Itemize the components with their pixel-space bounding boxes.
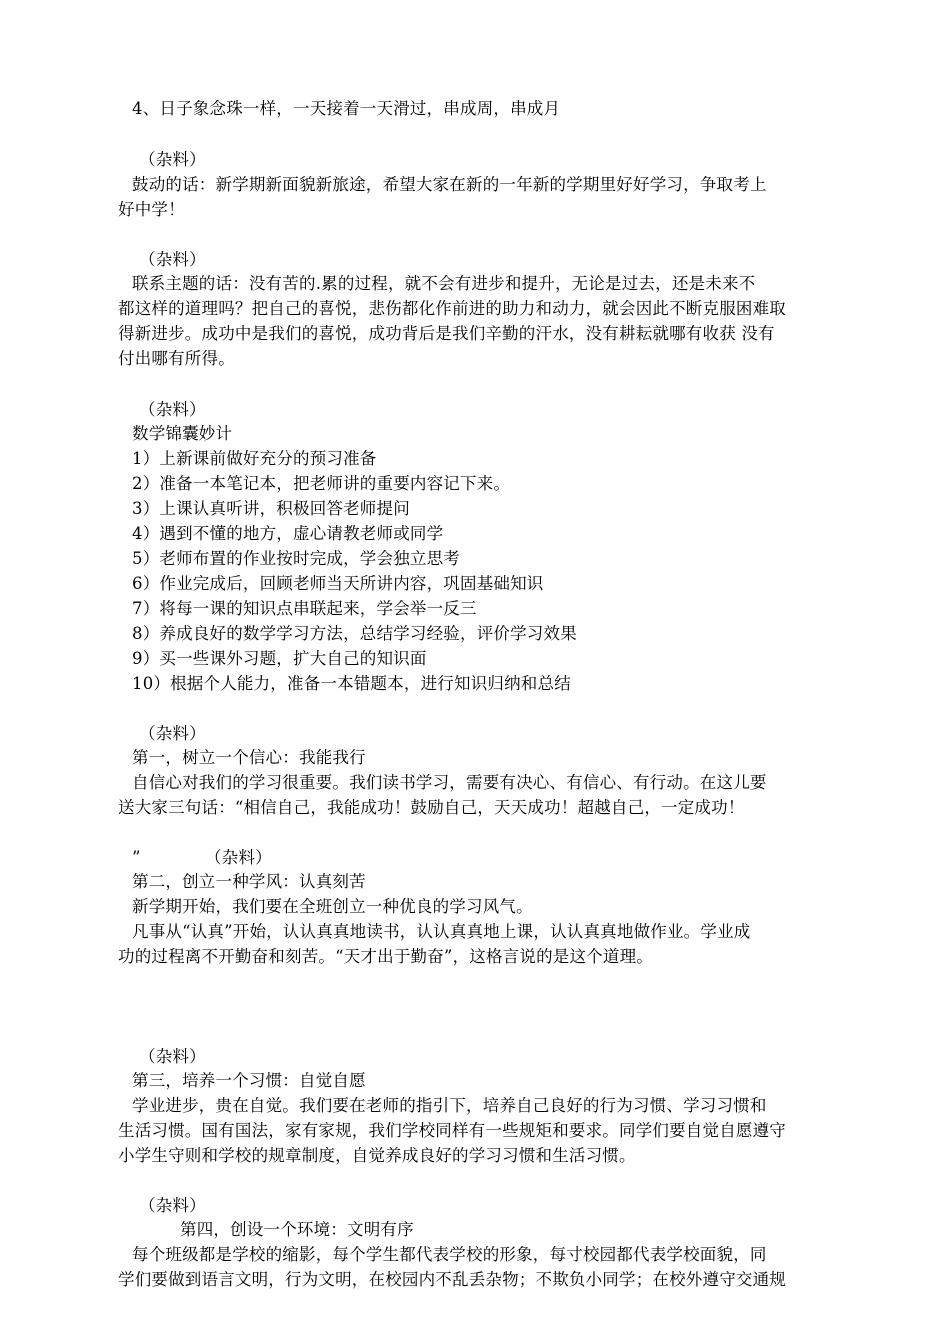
- section-tag: （杂料）: [139, 1047, 206, 1066]
- section-heading: 第二，创立一种学风：认真刻苦: [132, 872, 366, 891]
- paragraph-line: 都这样的道理吗？把自己的喜悦，悲伤都化作前进的助力和动力，就会因此不断克服困难取: [118, 299, 786, 318]
- paragraph-line: 新学期开始，我们要在全班创立一种优良的学习风气。: [132, 897, 533, 916]
- paragraph-line: 得新进步。成功中是我们的喜悦，成功背后是我们辛勤的汗水，没有耕耘就哪有收获 没有: [118, 324, 775, 343]
- section-tag: （杂料）: [139, 250, 206, 269]
- list-item: 7）将每一课的知识点串联起来，学会举一反三: [132, 599, 477, 618]
- list-item: 1）上新课前做好充分的预习准备: [132, 449, 377, 468]
- paragraph-line: 自信心对我们的学习很重要。我们读书学习，需要有决心、有信心、有行动。在这儿要: [132, 773, 767, 792]
- section-tag: （杂料）: [139, 724, 206, 743]
- section-tag: （杂料）: [205, 848, 272, 867]
- section-heading: 第三，培养一个习惯：自觉自愿: [132, 1071, 366, 1090]
- paragraph-line: 好中学！: [118, 200, 185, 219]
- list-item: 2）准备一本笔记本，把老师讲的重要内容记下来。: [132, 474, 511, 493]
- paragraph-line: 付出哪有所得。: [118, 349, 235, 368]
- list-item: 8）养成良好的数学学习方法，总结学习经验，评价学习效果: [132, 624, 577, 643]
- section-tag: （杂料）: [139, 1196, 206, 1215]
- list-item: 5）老师布置的作业按时完成，学会独立思考: [132, 549, 460, 568]
- paragraph-line: 学业进步，贵在自觉。我们要在老师的指引下，培养自己良好的行为习惯、学习习惯和: [132, 1096, 767, 1115]
- paragraph-line: 小学生守则和学校的规章制度，自觉养成良好的学习习惯和生活习惯。: [118, 1146, 636, 1165]
- paragraph-line: 4、日子象念珠一样，一天接着一天滑过，串成周，串成月: [132, 99, 561, 118]
- list-item: 6）作业完成后，回顾老师当天所讲内容，巩固基础知识: [132, 574, 544, 593]
- section-heading: 数学锦囊妙计: [132, 424, 233, 443]
- list-item: 3）上课认真听讲，积极回答老师提问: [132, 499, 410, 518]
- list-item: 10）根据个人能力，准备一本错题本，进行知识归纳和总结: [132, 674, 571, 693]
- section-heading: 第一，树立一个信心：我能我行: [132, 748, 366, 767]
- paragraph-line: 联系主题的话：没有苦的.累的过程，就不会有进步和提升，无论是过去，还是未来不: [132, 274, 756, 293]
- paragraph-line: 凡事从“认真”开始，认认真真地读书，认认真真地上课，认认真真地做作业。学业成: [132, 922, 751, 941]
- list-item: 4）遇到不懂的地方，虚心请教老师或同学: [132, 524, 444, 543]
- section-heading: 第四，创设一个环境：文明有序: [180, 1220, 414, 1239]
- paragraph-line: 鼓动的话：新学期新面貌新旅途，希望大家在新的一年新的学期里好好学习，争取考上: [132, 175, 767, 194]
- paragraph-line: 生活习惯。国有国法，家有家规，我们学校同样有一些规矩和要求。同学们要自觉自愿遵守: [118, 1121, 786, 1140]
- section-tag: （杂料）: [139, 400, 206, 419]
- paragraph-line: ”: [132, 848, 141, 867]
- paragraph-line: 每个班级都是学校的缩影，每个学生都代表学校的形象，每寸校园都代表学校面貌，同: [132, 1245, 767, 1264]
- list-item: 9）买一些课外习题，扩大自己的知识面: [132, 649, 427, 668]
- paragraph-line: 功的过程离不开勤奋和刻苦。“天才出于勤奋”，这格言说的是这个道理。: [118, 947, 653, 966]
- section-tag: （杂料）: [139, 150, 206, 169]
- paragraph-line: 送大家三句话：“相信自己，我能成功！鼓励自己，天天成功！超越自己，一定成功！: [118, 798, 745, 817]
- paragraph-line: 学们要做到语言文明，行为文明，在校园内不乱丢杂物；不欺负小同学；在校外遵守交通规: [118, 1270, 786, 1289]
